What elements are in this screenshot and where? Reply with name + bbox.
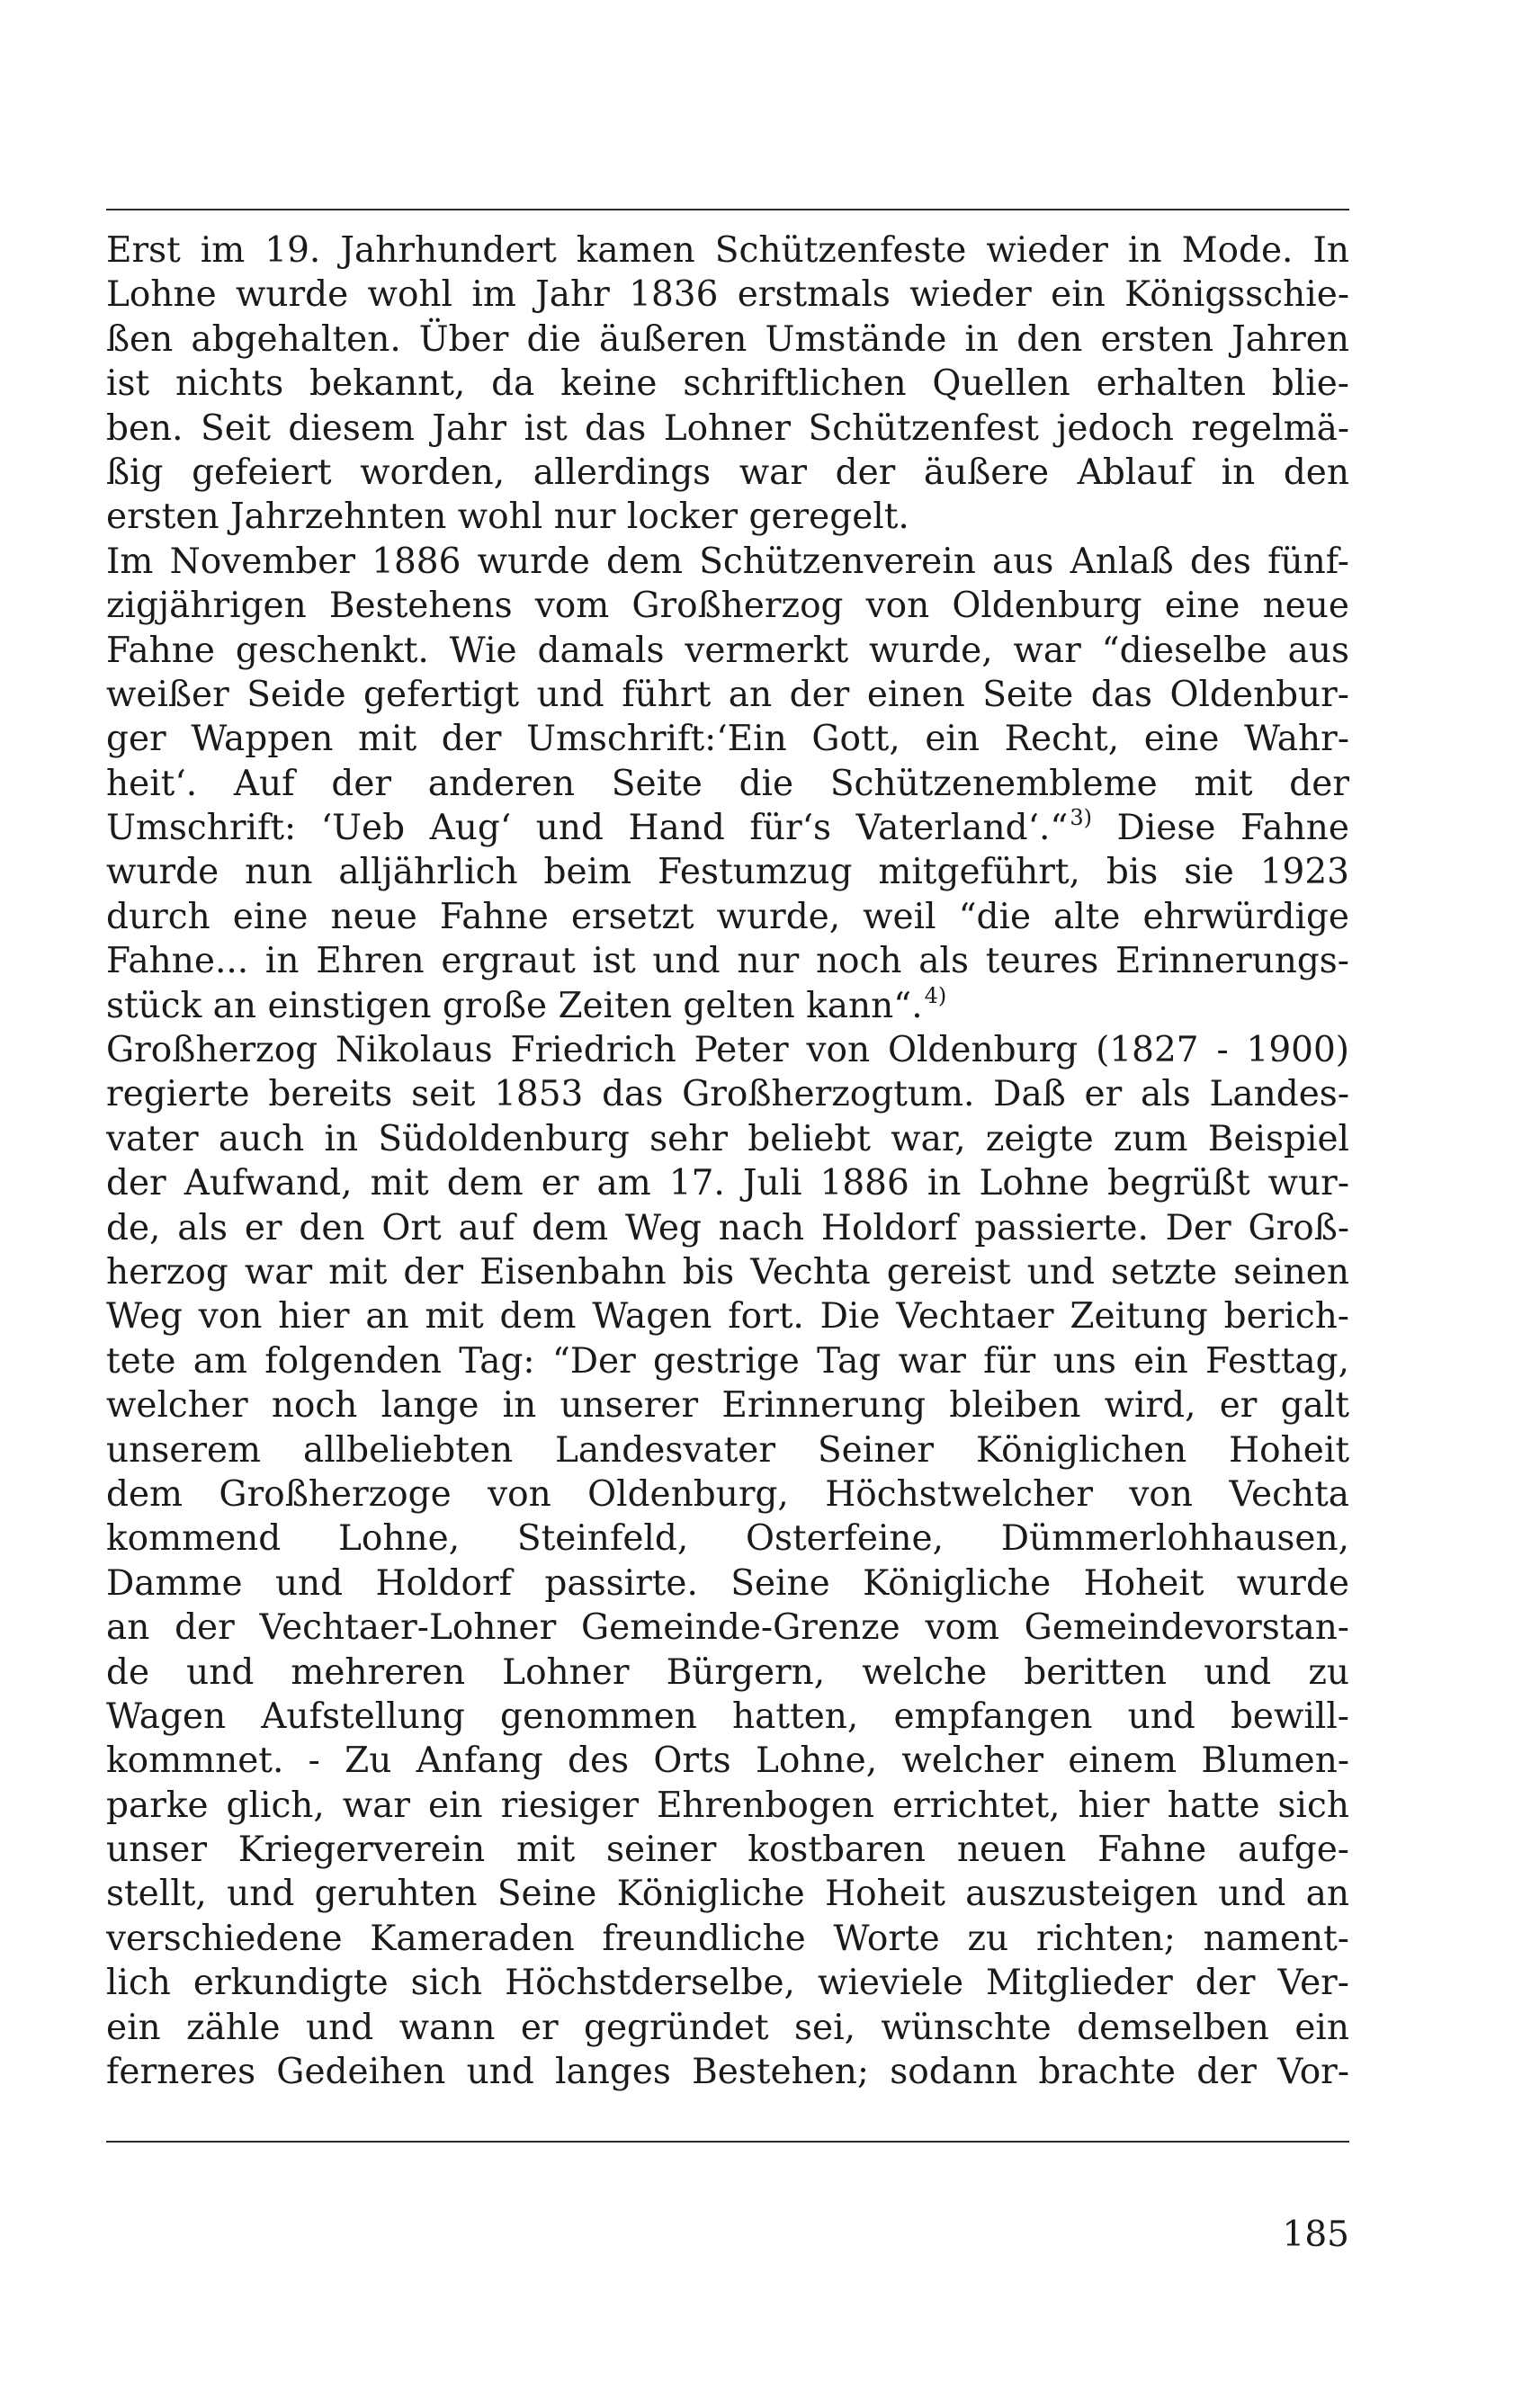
paragraph-last-line: [106, 984, 1349, 1028]
text-line: verschiedene Kameraden freundliche Worte zu richten; nament-: [106, 1918, 1349, 1959]
text-line: herzog war mit der Eisenbahn bis Vechta gereist und setzte seinen: [106, 1251, 1349, 1293]
text-line: welcher noch lange in unserer Erinnerung bleiben wird, er galt: [106, 1385, 1349, 1427]
text-line: Lohne wurde wohl im Jahr 1836 erstmals wieder ein Königsschie-: [106, 274, 1349, 316]
bottom-rule: [106, 2141, 1349, 2143]
text-line: dem Großherzoge von Oldenburg, Höchstwelcher von Vechta: [106, 1473, 1349, 1515]
text-line: ferneres Gedeihen und langes Bestehen; sodann brachte der Vor-: [106, 2052, 1349, 2093]
text-line: regierte bereits seit 1853 das Großherzogtum. Daß er als Landes-: [106, 1074, 1349, 1115]
text-line: durch eine neue Fahne ersetzt wurde, weil “die alte ehrwürdige: [106, 896, 1349, 937]
text-line: ßen abgehalten. Über die äußeren Umstände in den ersten Jahren: [106, 318, 1349, 360]
text-line: weißer Seide gefertigt und führt an der einen Seite das Oldenbur-: [106, 674, 1349, 715]
text-line: Wagen Aufstellung genommen hatten, empfangen und bewill-: [106, 1696, 1349, 1737]
text-line: an der Vechtaer-Lohner Gemeinde-Grenze vom Gemeindevorstan-: [106, 1607, 1349, 1649]
text-line: Erst im 19. Jahrhundert kamen Schützenfeste wieder in Mode. In: [106, 230, 1349, 271]
paragraph-last-line: ersten Jahrzehnten wohl nur locker geregelt.: [106, 497, 909, 538]
text-line: Fahne... in Ehren ergraut ist und nur noch als teures Erinnerungs-: [106, 941, 1349, 982]
text-line: Damme und Holdorf passirte. Seine Königliche Hoheit wurde: [106, 1562, 1349, 1604]
text-line: stellt, und geruhten Seine Königliche Hoheit auszusteigen und an: [106, 1874, 1349, 1915]
text-line: zigjährigen Bestehens vom Großherzog von Oldenburg eine neue: [106, 586, 1349, 627]
line-text-continuation: Diese Fahne: [1092, 808, 1349, 849]
text-line: heit‘. Auf der anderen Seite die Schützenembleme mit der: [106, 763, 1349, 804]
footnote-ref-4: 4): [924, 982, 947, 1008]
text-line: Im November 1886 wurde dem Schützenverein aus Anlaß des fünf-: [106, 541, 1349, 582]
text-line: vater auch in Südoldenburg sehr beliebt war, zeigte zum Beispiel: [106, 1118, 1349, 1159]
text-line: Fahne geschenkt. Wie damals vermerkt wurde, war “dieselbe aus: [106, 630, 1349, 671]
text-line: ßig gefeiert worden, allerdings war der äußere Ablauf in den: [106, 452, 1349, 493]
text-line: ist nichts bekannt, da keine schriftlichen Quellen erhalten blie-: [106, 363, 1349, 405]
text-line: Weg von hier an mit dem Wagen fort. Die Vechtaer Zeitung berich-: [106, 1296, 1349, 1338]
line-text: stück an einstigen große Zeiten gelten kann“.: [106, 985, 923, 1026]
text-line: kommnet. - Zu Anfang des Orts Lohne, welcher einem Blumen-: [106, 1740, 1349, 1782]
page-number: 185: [1282, 2215, 1349, 2255]
text-line: kommend Lohne, Steinfeld, Osterfeine, Dümmerlohhausen,: [106, 1518, 1349, 1560]
text-line: Großherzog Nikolaus Friedrich Peter von Oldenburg (1827 - 1900): [106, 1030, 1349, 1071]
text-line: unserem allbeliebten Landesvater Seiner Königlichen Hoheit: [106, 1429, 1349, 1471]
text-line: tete am folgenden Tag: “Der gestrige Tag war für uns ein Festtag,: [106, 1340, 1349, 1382]
text-line: ger Wappen mit der Umschrift:‘Ein Gott, ein Recht, eine Wahr-: [106, 719, 1349, 760]
footnote-ref-3: 3): [1070, 805, 1092, 831]
text-line: unser Kriegerverein mit seiner kostbaren neuen Fahne aufge-: [106, 1830, 1349, 1871]
text-line: de und mehreren Lohner Bürgern, welche beritten und zu: [106, 1651, 1349, 1693]
text-line-with-footnote: [106, 806, 1349, 850]
line-text: Umschrift: ‘Ueb Aug‘ und Hand für‘s Vaterland‘.“: [106, 808, 1069, 849]
body-text: [106, 228, 1349, 2094]
text-line: lich erkundigte sich Höchstderselbe, wieviele Mitglieder der Ver-: [106, 1963, 1349, 2004]
text-line: parke glich, war ein riesiger Ehrenbogen errichtet, hier hatte sich: [106, 1785, 1349, 1826]
text-line: der Aufwand, mit dem er am 17. Juli 1886 in Lohne begrüßt wur-: [106, 1163, 1349, 1204]
text-line: ein zähle und wann er gegründet sei, wünschte demselben ein: [106, 2007, 1349, 2048]
top-rule: [106, 209, 1349, 210]
text-line: ben. Seit diesem Jahr ist das Lohner Schützenfest jedoch regelmä-: [106, 407, 1349, 449]
text-line: wurde nun alljährlich beim Festumzug mitgeführt, bis sie 1923: [106, 852, 1349, 893]
text-line: de, als er den Ort auf dem Weg nach Holdorf passierte. Der Groß-: [106, 1207, 1349, 1248]
